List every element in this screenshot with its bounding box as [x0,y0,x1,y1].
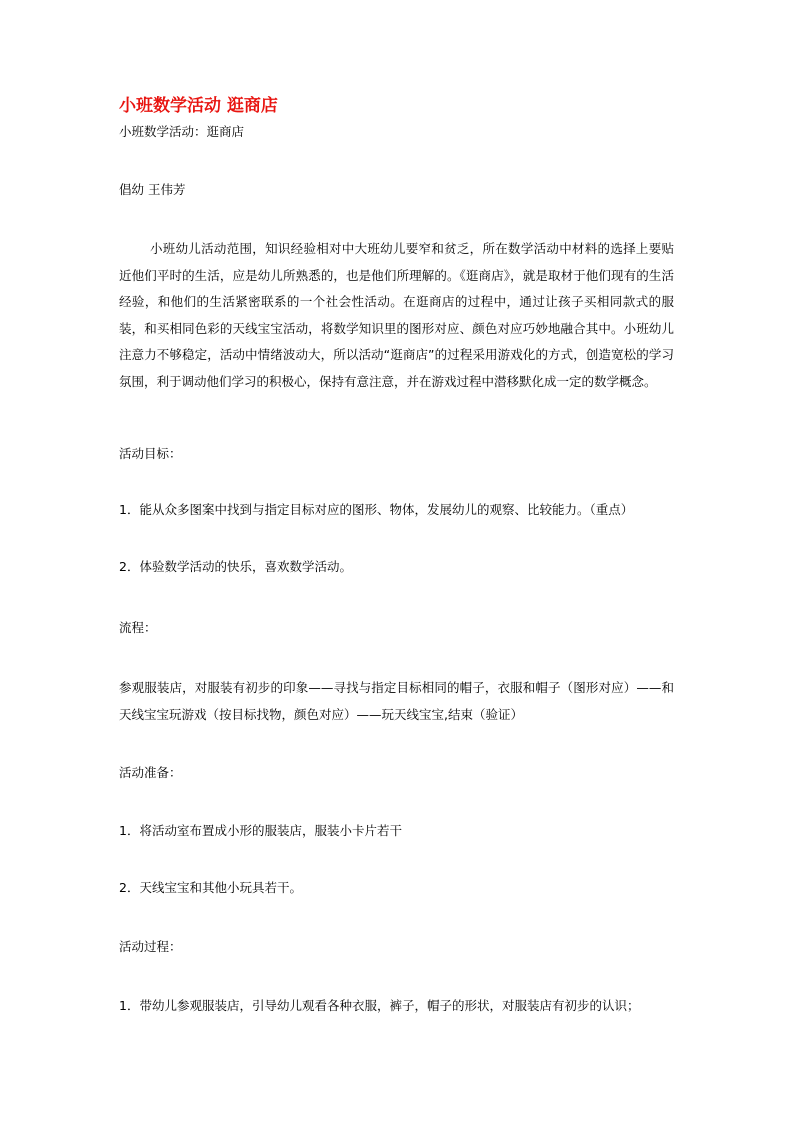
flow-paragraph: 参观服装店，对服装有初步的印象——寻找与指定目标相同的帽子，衣服和帽子（图形对应）——和天线宝宝玩游戏（按目标找物，颜色对应）——玩天线宝宝,结束（验证） [119,680,674,722]
prep-item-2: 2．天线宝宝和其他小玩具若干。 [119,880,302,895]
document-subtitle: 小班数学活动：逛商店 [119,124,245,139]
process-heading: 活动过程： [119,939,182,954]
goal-item-1: 1．能从众多图案中找到与指定目标对应的图形、物体，发展幼儿的观察、比较能力。（重点） [119,502,634,517]
author-line: 倡幼 王伟芳 [119,182,186,197]
prep-item-1: 1．将活动室布置成小形的服装店，服装小卡片若干 [119,823,402,838]
document-title: 小班数学活动 逛商店 [119,96,278,116]
goal-item-2: 2．体验数学活动的快乐，喜欢数学活动。 [119,559,352,574]
intro-paragraph: 小班幼儿活动范围，知识经验相对中大班幼儿要窄和贫乏，所在数学活动中材料的选择上要贴近他们平时的生活，应是幼儿所熟悉的，也是他们所理解的。《逛商店》，就是取材于他们现有的生活经验，和他们的生活紧密联系的一个社会性活动。在逛商店的过程中，通过让孩子买相同款式的服装，和买相同色彩的天线宝宝活动，将数学知识里的图形对应、颜色对应巧妙地融合其中。小班幼儿注意力不够稳定，活动中情绪波动大，所以活动“逛商店”的过程采用游戏化的方式，创造宽松的学习氛围，利于调动他们学习的积极心，保持有意注意，并在游戏过程中潜移默化成一定的数学概念。 [119,241,674,389]
flow-heading: 流程： [119,620,157,635]
prep-heading: 活动准备： [119,765,182,780]
process-item-1: 1．带幼儿参观服装店，引导幼儿观看各种衣服，裤子，帽子的形状，对服装店有初步的认识； [119,998,640,1013]
goals-heading: 活动目标： [119,446,182,461]
